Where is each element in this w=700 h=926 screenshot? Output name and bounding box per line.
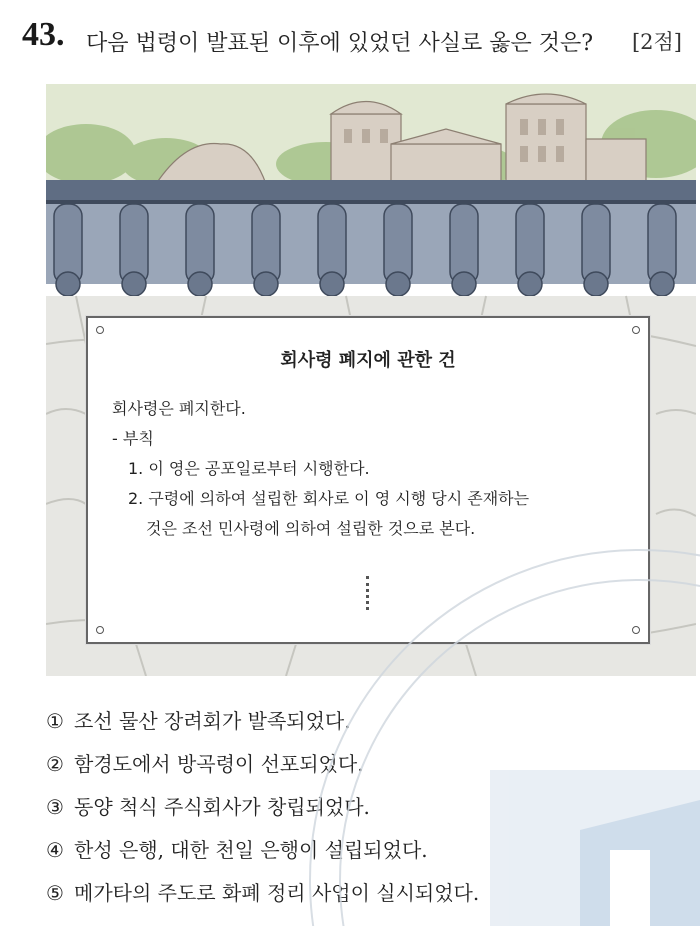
choice-3[interactable]	[46, 786, 686, 829]
notice-board	[86, 316, 650, 644]
choice-text: 한성 은행, 대한 천일 은행이 설립되었다.	[74, 838, 428, 862]
notice-line: 2. 구령에 의하여 설립한 회사로 이 영 시행 당시 존재하는	[128, 489, 530, 508]
question-text: 다음 법령이 발표된 이후에 있었던 사실로 옳은 것은?	[86, 31, 594, 56]
choice-text: 함경도에서 방곡령이 선포되었다.	[74, 752, 364, 776]
question-points: [2점]	[631, 30, 682, 54]
choice-2[interactable]	[46, 743, 686, 786]
pin-icon	[632, 326, 640, 334]
choice-5[interactable]	[46, 872, 686, 915]
notice-line: 회사령은 폐지한다.	[112, 399, 246, 418]
choice-text: 메가타의 주도로 화폐 정리 사업이 실시되었다.	[74, 881, 480, 905]
notice-line: 것은 조선 민사령에 의하여 설립한 것으로 본다.	[146, 519, 476, 538]
choice-text: 조선 물산 장려회가 발족되었다.	[74, 709, 351, 733]
question-header	[22, 14, 682, 58]
choice-marker: ⑤	[46, 881, 64, 905]
choice-4[interactable]	[46, 829, 686, 872]
pin-icon	[96, 326, 104, 334]
notice-body	[112, 394, 632, 544]
choice-marker: ②	[46, 752, 64, 776]
choice-marker: ①	[46, 709, 64, 733]
pin-icon	[96, 626, 104, 634]
choice-marker: ④	[46, 838, 64, 862]
choice-text: 동양 척식 주식회사가 창립되었다.	[74, 795, 370, 819]
notice-title: 회사령 폐지에 관한 건	[280, 350, 456, 371]
notice-line: 1. 이 영은 공포일로부터 시행한다.	[128, 459, 370, 478]
pin-icon	[632, 626, 640, 634]
answer-choices	[46, 700, 686, 915]
choice-1[interactable]	[46, 700, 686, 743]
ellipsis-dots	[366, 576, 373, 610]
notice-line: - 부칙	[112, 429, 154, 448]
question-number: 43.	[22, 16, 65, 53]
choice-marker: ③	[46, 795, 64, 819]
